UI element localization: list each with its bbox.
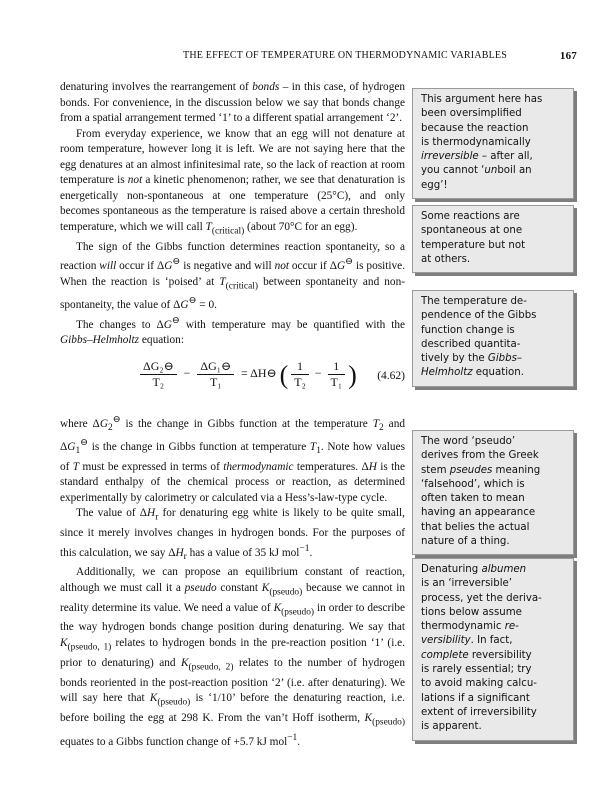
margin-note-line: often taken to mean xyxy=(421,493,525,505)
margin-note-line: having an appearance xyxy=(421,507,536,519)
page-number: 167 xyxy=(559,50,577,62)
margin-note-line: tions below assume xyxy=(421,606,522,618)
margin-note-line: is rarely essential; try xyxy=(421,664,532,676)
eq-fraction-2: $\frac{\text{ΔG₁⊖}}{\text{T₁}}$ xyxy=(197,359,234,391)
paragraph: From everyday experience, we know that an egg will not denature at room temperature, however long it is left. We are not saying here that the egg denatures at an almost infinitesimal rate, so the lack of reaction at room temperature is not a kinetic phenomenon; rather, we see that denaturation is energetically non-spontaneous at one temperature (25°C), and only becomes spontaneous as the temperature is raised above a certain threshold temperature, which we will call $T_{(critical)}$ (about 70°C for an egg). xyxy=(60,127,405,237)
margin-note-line: irreversible – after all, xyxy=(421,151,533,163)
margin-note-line: complete reversibility xyxy=(421,649,532,661)
eq-fraction-4: $\frac{1}{\text{T₁}}$ xyxy=(328,359,346,391)
margin-note-line: is thermodynamically xyxy=(421,136,531,148)
margin-note-line: to avoid making calcu- xyxy=(421,678,537,690)
margin-note-line: at others. xyxy=(421,253,471,265)
eq-fraction-3: $\frac{1}{\text{T₂}}$ xyxy=(291,359,309,391)
margin-note-line: function change is xyxy=(421,324,515,336)
running-title: THE EFFECT OF TEMPERATURE ON THERMODYNAMIC VARIABLES xyxy=(183,50,507,61)
gibbs-helmholtz-equation: $\frac{\text{ΔG₂⊖}}{\text{T₂}}$ − $\frac{\text{ΔG₁⊖}}{\text{T₁}}$ = ΔH⊖ ( $\frac{1}{\text{T₂}}$ − $\frac{1}{\text{T₁}}$ ) (4.62) xyxy=(60,353,405,407)
margin-note-line: egg’! xyxy=(421,179,448,191)
margin-note-line: Helmholtz equation. xyxy=(421,367,524,379)
main-text xyxy=(60,80,405,750)
paragraph: The changes to ΔG⊖ with temperature may be quantified with the Gibbs–Helmholtz equation: xyxy=(60,315,405,346)
paragraph: The value of $\Delta H_r$ for denaturing egg white is likely to be quite small, since it merely involves changes in hydrogen bonds. For the purposes of this calculation, we say $\Delta H_r$ has a value of 35 kJ mol$^{-1}$. xyxy=(60,507,405,562)
margin-note-line: you cannot ‘unboil an xyxy=(421,165,532,177)
margin-note-pseudo xyxy=(412,430,574,555)
margin-note-line: derives from the Greek xyxy=(421,450,539,462)
margin-note-line: described quantita- xyxy=(421,338,521,350)
margin-note-line: Some reactions are xyxy=(421,211,520,222)
margin-note-albumen xyxy=(412,558,574,741)
margin-note-gibbs-helmholtz xyxy=(412,290,574,387)
margin-note-line: stem pseudes meaning xyxy=(421,464,541,476)
margin-note-line: extent of irreversibility xyxy=(421,706,537,718)
margin-note-line: The temperature de- xyxy=(421,296,527,307)
margin-note-line: nature of a thing. xyxy=(421,536,510,548)
margin-note-line: is apparent. xyxy=(421,721,482,733)
paragraph: The sign of the Gibbs function determines reaction spontaneity, so a reaction will occur if ΔG⊖ is negative and will not occur if ΔG⊖ is positive. When the reaction is ‘poised’ at $T_{(critical)}$ between spontaneity and non-spontaneity, the value of ΔG⊖ = 0. xyxy=(60,240,406,312)
margin-note-line: process, yet the deriva- xyxy=(421,592,542,604)
margin-note-line: temperature but not xyxy=(421,239,526,251)
paragraph: denaturing involves the rearrangement of bonds – in this case, of hydrogen bonds. For convenience, in the discussion below we say that bonds change from a spatial arrangement termed ‘1’ to a different spatial arrangement ‘2’. xyxy=(60,81,406,125)
margin-note-line: is an ‘irreversible’ xyxy=(421,578,513,590)
eq-minus: − xyxy=(183,366,191,381)
eq-fraction-1: $\frac{\text{ΔG₂⊖}}{\text{T₂}}$ xyxy=(140,359,177,391)
margin-note-line: spontaneous at one xyxy=(421,225,523,237)
margin-note-line: This argument here has xyxy=(421,94,543,105)
margin-note-line: pendence of the Gibbs xyxy=(421,310,537,322)
running-header xyxy=(60,50,577,66)
margin-note-line: The word ‘pseudo’ xyxy=(421,436,516,447)
paragraph: Additionally, we can propose an equilibrium constant of reaction, although we must call it a pseudo constant $K_{(pseudo)}$ because we cannot in reality determine its value. We need a value of $K_{(pseudo)}$ in order to describe the way hydrogen bonds change position during denaturing. We say that $K_{(pseudo, 1)}$ relates to hydrogen bonds in the pre-reaction position ‘1’ (i.e. prior to denaturing) and $K_{(pseudo, 2)}$ relates to the number of hydrogen bonds reoriented in the post-reaction position ‘2’ (i.e. after denaturing). We will say here that $K_{(pseudo)}$ is ‘1/10’ before the denaturing reaction, i.e. before boiling the egg at 298 K. From the van’t Hoff isotherm, $K_{(pseudo)}$ equates to a Gibbs function change of +5.7 kJ mol$^{-1}$. xyxy=(60,566,406,748)
equation-number: (4.62) xyxy=(377,369,405,382)
margin-note-line: Denaturing albumen xyxy=(421,564,527,575)
margin-note-spontaneous xyxy=(412,205,574,273)
margin-note-oversimplified xyxy=(412,88,574,199)
eq-rhs: = ΔH⊖ xyxy=(241,366,277,381)
margin-note-line: been oversimplified xyxy=(421,108,522,120)
margin-note-line: ‘falsehood’, which is xyxy=(421,478,525,490)
margin-note-line: that belies the actual xyxy=(421,521,530,533)
margin-note-line: lations if a significant xyxy=(421,692,530,704)
margin-note-line: thermodynamic re- xyxy=(421,621,519,633)
margin-note-line: because the reaction xyxy=(421,122,529,134)
margin-note-line: tively by the Gibbs– xyxy=(421,353,522,365)
margin-note-line: versibility. In fact, xyxy=(421,635,513,647)
paragraph: where $\Delta G_2^⊖$ is the change in Gibbs function at the temperature $T_2$ and $\Delta G_1^⊖$ is the change in Gibbs function at temperature $T_1$. Note how values of T must be expressed in terms of thermodynamic temperatures. ΔH is the standard enthalpy of the chemical process or reaction, as determined experimentally by calorimetry or calculated via a Hess’s-law-type cycle. xyxy=(60,414,405,504)
